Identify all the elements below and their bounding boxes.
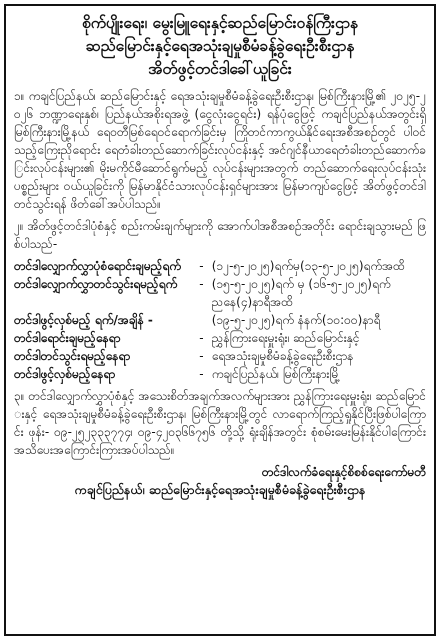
ministry-title: စိုက်ပျိုးရေး၊ မွေးမြူရေးနှင့်ဆည်မြောင်းဝန်ကြီးဌာန	[82, 14, 358, 32]
committee-signature: တင်ဒါလက်ခံရေးနှင့်စိစစ်ရေးကော်မတီ	[261, 465, 426, 479]
schedule-label: တင်ဒါလျှောက်လွှာတင်သွင်းရမည့်ရက်	[14, 277, 178, 291]
schedule-row	[14, 275, 426, 311]
schedule-dash	[191, 311, 212, 329]
schedule-value: (၁၅-၅-၂၀၂၅)ရက် မှ (၁၆-၅-၂၀၂၅)ရက်ညနေ(၄)နာရီအထိ	[211, 277, 391, 309]
department-title: ဆည်မြောင်းနှင့်ရေအသုံးချမှုစီမံခန့်ခွဲရေးဦးစီးဌာန	[85, 37, 355, 55]
department-signature: ကချင်ပြည်နယ်၊ ဆည်မြောင်းနှင့်ရေအသုံးချမှုစီမံခန့်ခွဲရေးဦးစီးဌာန	[74, 482, 366, 497]
schedule-value: (၁၂-၅-၂၀၂၅)ရက်မှ(၁၃-၅-၂၀၂၅)ရက်အထိ	[211, 259, 405, 273]
schedule-row	[14, 365, 426, 383]
schedule-dash: -	[199, 367, 204, 381]
schedule-dash: -	[199, 277, 204, 291]
schedule-dash: -	[199, 259, 204, 273]
schedule-value: ညွှန်ကြားရေးမှူးရုံး၊ ဆည်မြောင်းနှင့်	[211, 331, 360, 345]
schedule-label: တင်ဒါဖွင့်လှစ်မည့် ရက်/အချိန် -	[14, 313, 153, 327]
schedule-label: တင်ဒါတင်သွင်းရမည့်နေရာ	[14, 349, 131, 363]
schedule-label: တင်ဒါရောင်းချမည့်နေရာ	[14, 331, 121, 345]
tender-notice-box	[4, 4, 436, 636]
schedule-label: တင်ဒါလျှောက်လွှာပုံစံရောင်းချမည့်ရက်	[14, 259, 182, 273]
schedule-dash: -	[199, 331, 204, 345]
schedule-value: ရေအသုံးချမှုစီမံခန့်ခွဲရေးဦးစီးဌာန	[211, 349, 354, 363]
schedule-row	[14, 329, 426, 347]
schedule-row	[14, 347, 426, 365]
schedule-table	[14, 257, 426, 383]
schedule-row	[14, 257, 426, 275]
schedule-label: တင်ဒါဖွင့်လှစ်မည့်နေရာ	[14, 367, 116, 381]
notice-header	[14, 12, 426, 81]
notice-heading: အိတ်ဖွင့်တင်ဒါခေါ်ယူခြင်း	[148, 60, 292, 78]
schedule-value: ကချင်ပြည်နယ်၊ မြစ်ကြီးနားမြို့	[211, 367, 341, 381]
paragraph-1: ၁။ ကချင်ပြည်နယ်၊ ဆည်မြောင်းနှင့် ရေအသုံးချမှုစီမံခန့်ခွဲရေးဦးစီးဌာန၊ မြစ်ကြီးနားမြို့၏ ၂၀၂၅-၂၀၂၆ ဘဏ္ဍာရေးနှစ်၊ ပြည်နယ်အစိုးရအဖွဲ့ (ငွေလုံးငွေရင်း) ရန်ပုံငွေဖြင့် ကချင်ပြည်နယ်အတွင်းရှိ မြစ်ကြီးနားမြို့နယ် ရေဝတီမြစ်ရေဝင်ရောက်ခြင်းမှ ကြိုတင်ကာကွယ်နိုင်ရေးအစီအစဉ်တွင် ပါဝင်သည့်ကြေးညိုရောင်း ရေတံခါးတည်ဆောက်ခြင်းလုပ်ငန်းနှင့် အင်ဂျင်နီယာရေတံခါးတည်ဆောက်ခြင်းလုပ်ငန်းများ၏ မိုးမကိုင်မီဆောင်ရွက်မည့် လုပ်ငန်းများအတွက် တည်ဆောက်ရေးလုပ်ငန်းသုံးပစ္စည်းများ ဝယ်ယူခြင်းကို မြန်မာနိုင်ငံသားလုပ်ငန်းရှင်များအား မြန်မာကျပ်ငွေဖြင့် အိတ်ဖွင့်တင်ဒါတင်သွင်းရန် ဖိတ်ခေါ်အပ်ပါသည်။	[14, 89, 426, 211]
schedule-row	[14, 311, 426, 329]
paragraph-3: ၃။ တင်ဒါလျှောက်လွှာပုံစံနှင့် အသေးစိတ်အချက်အလက်များအား ညွှန်ကြားရေးမှူးရုံး၊ ဆည်မြောင်းနှင့် ရေအသုံးချမှုစီမံခန့်ခွဲရေးဦးစီးဌာန၊ မြစ်ကြီးနားမြို့တွင် လာရောက်ကြည့်ရှုနိုင်ပြီးဖြစ်ပါကြောင်း ဖုန်း- ၀၉-၂၅၂၃၃၃၇၇၄၊ ၀၉-၄၂၀၃၆၆၇၅၆ တို့သို့ ရုံးချိန်အတွင်း စုံစမ်းမေးမြန်းနိုင်ပါကြောင်း အသိပေးအကြောင်းကြားအပ်ပါသည်။	[14, 389, 426, 457]
schedule-value: (၁၉-၅-၂၀၂၅)ရက် နံနက်(၁၀:၀၀)နာရီ	[211, 313, 381, 327]
notice-content	[6, 6, 434, 499]
schedule-dash: -	[199, 349, 204, 363]
paragraph-2: ၂။ အိတ်ဖွင့်တင်ဒါပုံစံနှင့် စည်းကမ်းချက်များကို အောက်ပါအစီအစဉ်အတိုင်း ရောင်းချသွားမည် ဖြစ်ပါသည်-	[14, 219, 426, 251]
